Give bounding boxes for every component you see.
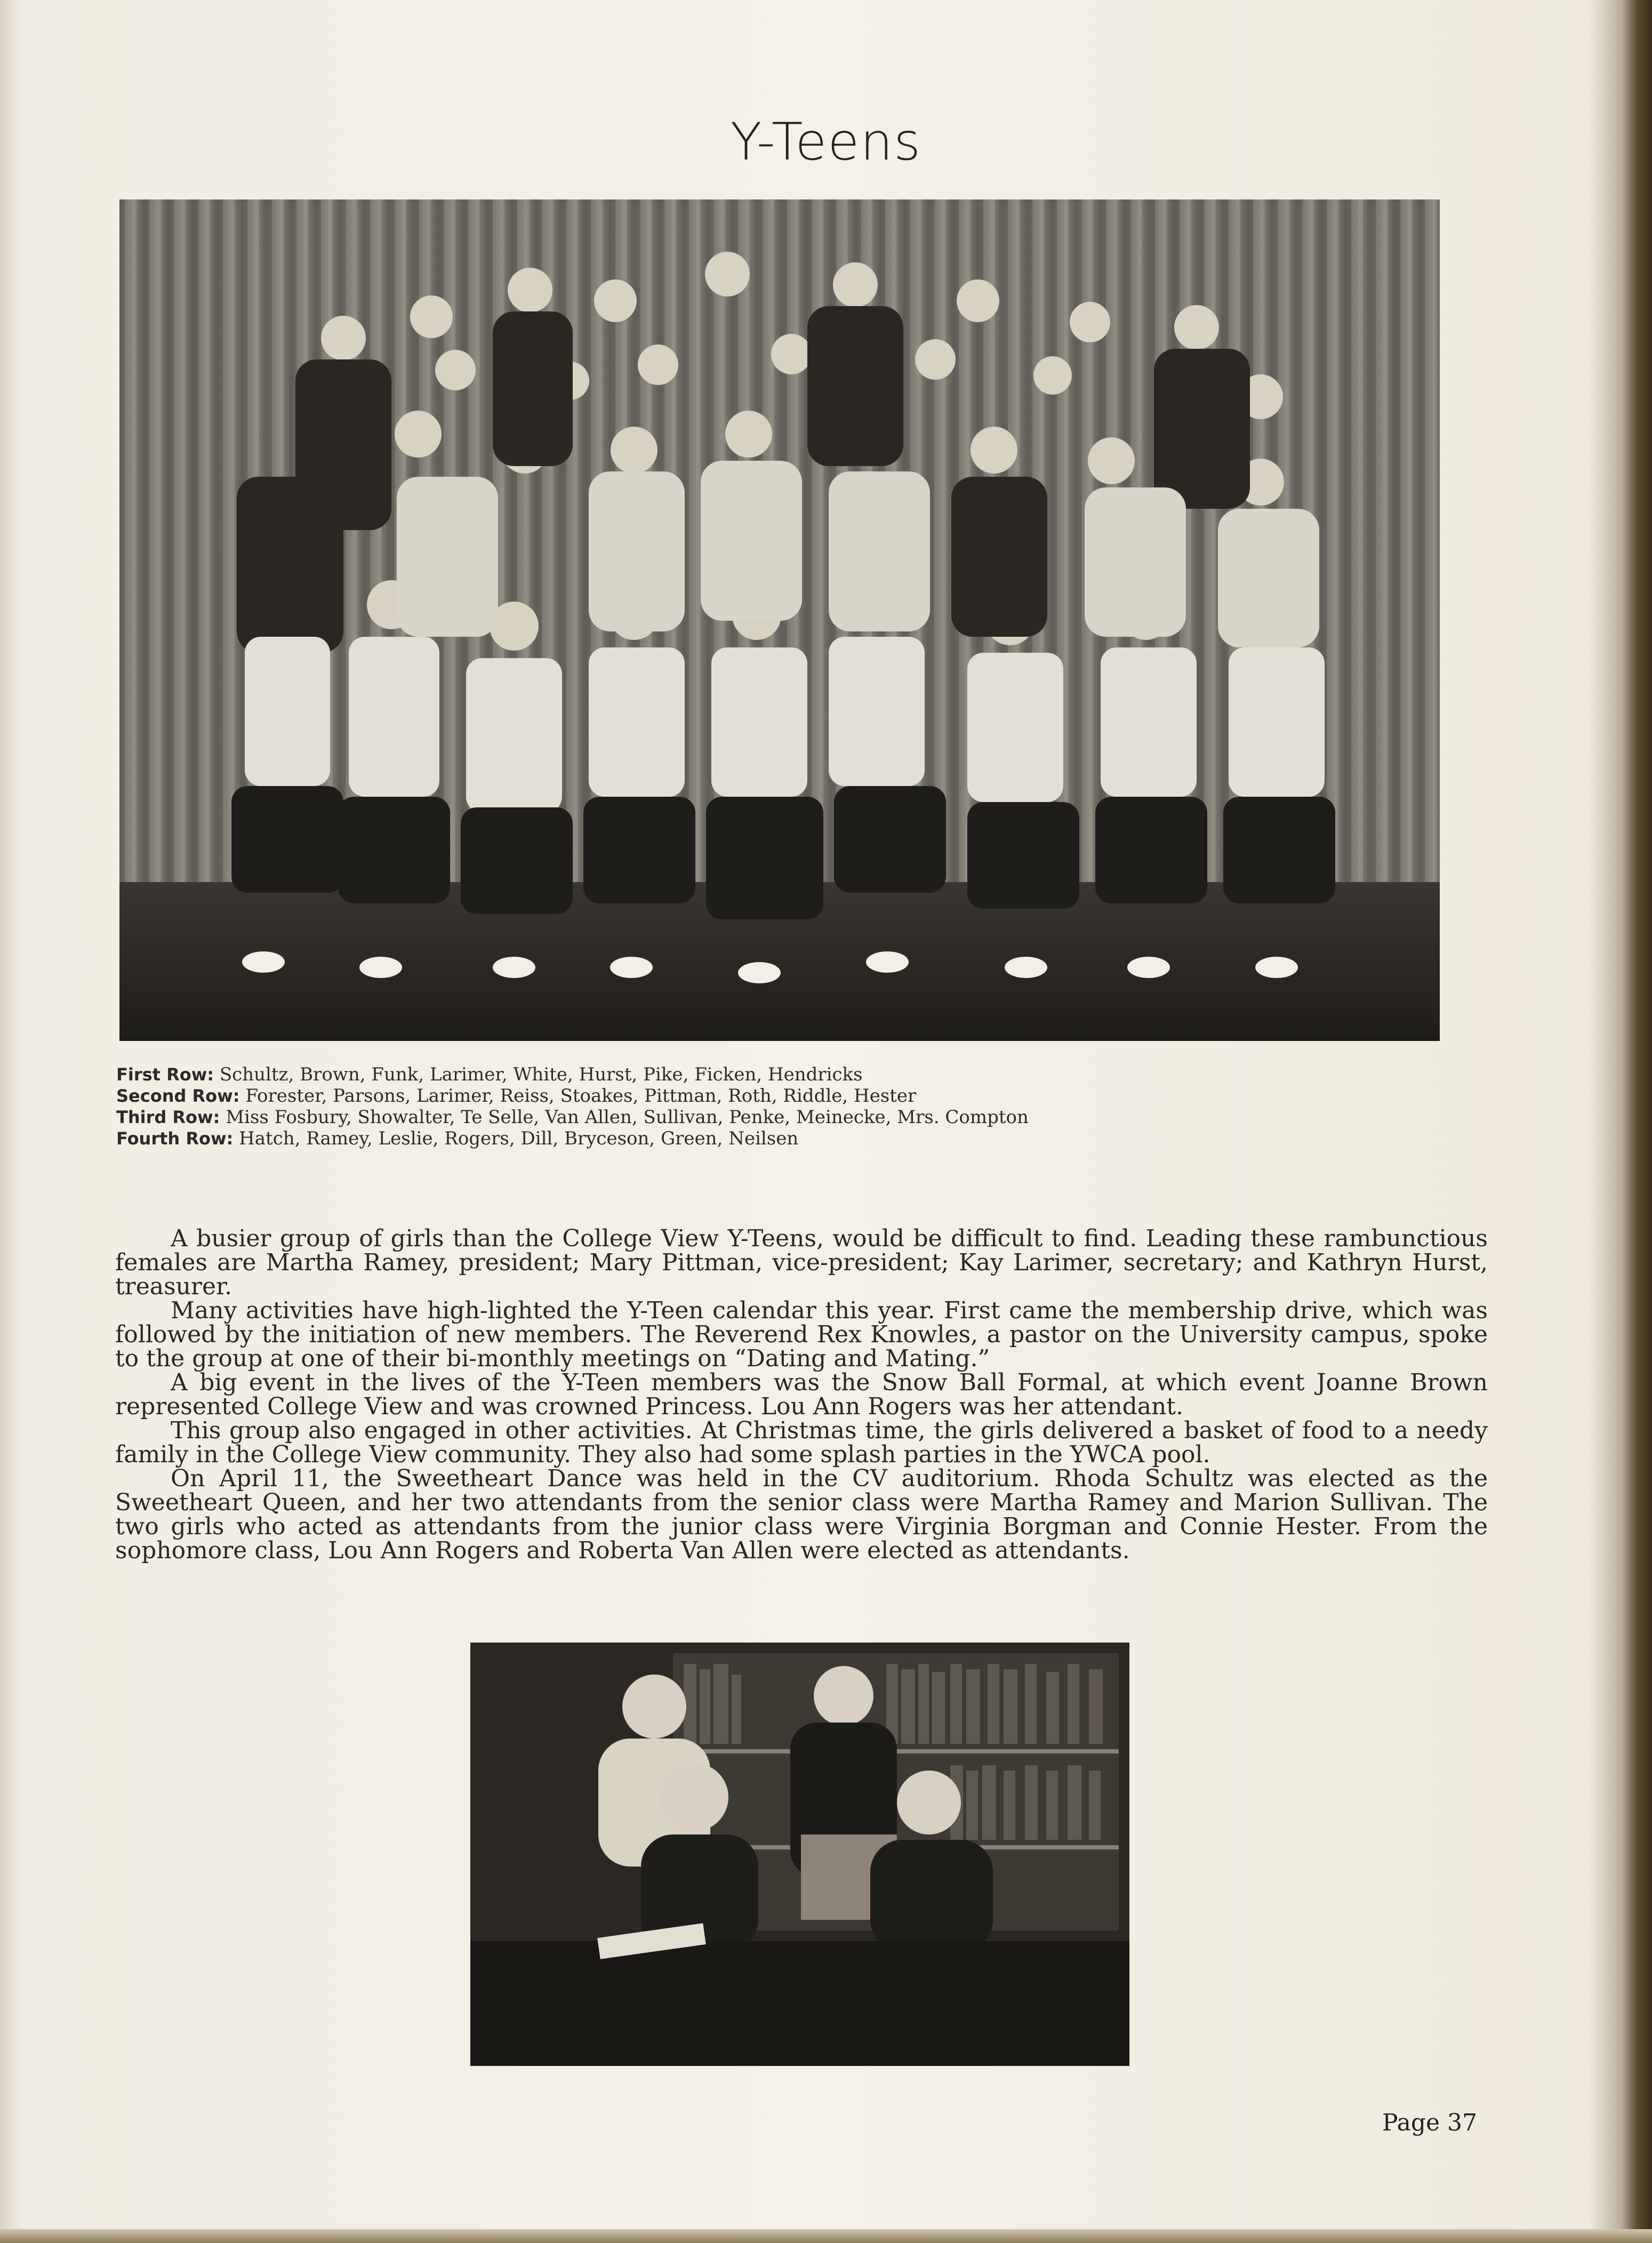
- paragraph: A big event in the lives of the Y-Teen members was the Snow Ball Formal, at which event Joanne Brown represented College View and was crowned Princess. Lou Ann Rogers was her attendant.: [115, 1369, 1488, 1420]
- caption-row-label: Second Row:: [116, 1086, 240, 1106]
- caption-row: [116, 1128, 1449, 1149]
- caption-row-names: Miss Fosbury, Showalter, Te Selle, Van Allen, Sullivan, Penke, Meinecke, Mrs. Compton: [226, 1107, 1029, 1128]
- caption-row-names: Schultz, Brown, Funk, Larimer, White, Hurst, Pike, Ficken, Hendricks: [219, 1064, 863, 1085]
- caption-row-label: First Row:: [116, 1064, 214, 1085]
- officers-photo: [470, 1643, 1129, 2066]
- paragraph: A busier group of girls than the College View Y-Teens, would be difficult to find. Leading these rambunctious females are Martha Ramey, president; Mary Pittman, vice-president; Kay Larimer, secretary; and Kathryn Hurst, treasurer.: [115, 1225, 1488, 1300]
- caption-row-names: Forester, Parsons, Larimer, Reiss, Stoakes, Pittman, Roth, Riddle, Hester: [245, 1085, 917, 1107]
- caption-row-label: Third Row:: [116, 1107, 220, 1127]
- caption-row-label: Fourth Row:: [116, 1128, 234, 1149]
- caption-row: [116, 1085, 1449, 1107]
- paragraph: On April 11, the Sweetheart Dance was held in the CV auditorium. Rhoda Schultz was elected as the Sweetheart Queen, and her two attendants from the senior class were Martha Ramey and Marion Sullivan. The two girls who acted as attendants from the junior class were Virginia Borgman and Connie Hester. From the sophomore class, Lou Ann Rogers and Roberta Van Allen were elected as attendants.: [115, 1465, 1488, 1564]
- page-number: Page 37: [1382, 2109, 1478, 2136]
- caption-row: [116, 1107, 1449, 1128]
- caption-row: [116, 1064, 1449, 1085]
- article-body: [115, 1227, 1488, 1563]
- paragraph: This group also engaged in other activities. At Christmas time, the girls delivered a basket of food to a needy family in the College View community. They also had some splash parties in the YWCA pool.: [115, 1417, 1488, 1468]
- group-photo: [119, 199, 1440, 1041]
- page-bottom-edge: [0, 2229, 1652, 2243]
- page-title: Y-Teens: [730, 112, 922, 172]
- caption-row-names: Hatch, Ramey, Leslie, Rogers, Dill, Bryceson, Green, Neilsen: [239, 1128, 799, 1149]
- paragraph: Many activities have high-lighted the Y-Teen calendar this year. First came the membership drive, which was followed by the initiation of new members. The Reverend Rex Knowles, a pastor on the University campus, spoke to the group at one of their bi-monthly meetings on “Dating and Mating.”: [115, 1297, 1488, 1372]
- photo-caption: [116, 1064, 1449, 1149]
